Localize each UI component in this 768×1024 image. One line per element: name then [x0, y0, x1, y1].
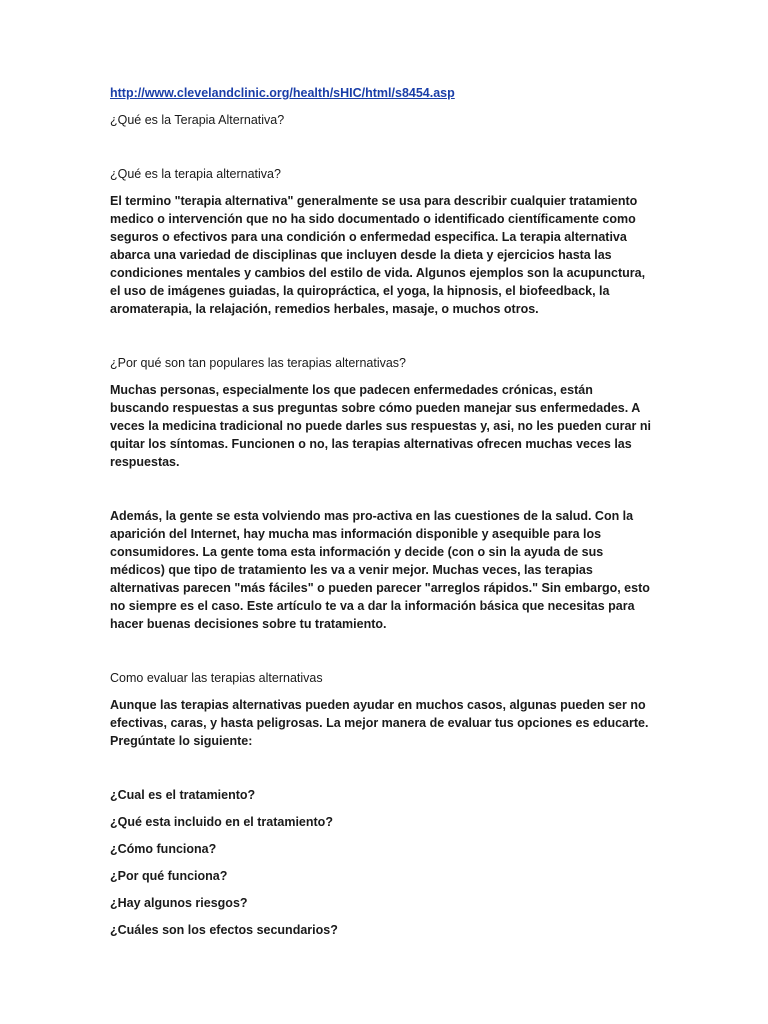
- question-item: ¿Qué esta incluido en el tratamiento?: [110, 815, 333, 829]
- section3-heading: Como evaluar las terapias alternativas: [110, 671, 323, 685]
- question-item: ¿Cual es el tratamiento?: [110, 788, 256, 802]
- question-item: ¿Por qué funciona?: [110, 869, 228, 883]
- section2-heading: ¿Por qué son tan populares las terapias alternativas?: [110, 356, 407, 370]
- section2-body1: Muchas personas, especialmente los que padecen enfermedades crónicas, están buscando respuestas a sus preguntas sobre cómo pueden manejar sus enfermedades. A veces la medicina tradicional no puede darles sus respuestas y, asi, no les pueden curar ni quitar los síntomas. Funcionen o no, las terapias alternativas ofrecen muchas veces las respuestas.: [110, 383, 651, 469]
- question-item: ¿Cuáles son los efectos secundarios?: [110, 923, 338, 937]
- question-item: ¿Hay algunos riesgos?: [110, 896, 248, 910]
- source-link[interactable]: http://www.clevelandclinic.org/health/sHIC/html/s8454.asp: [110, 86, 455, 100]
- section2-body2: Además, la gente se esta volviendo mas pro-activa en las cuestiones de la salud. Con la aparición del Internet, hay mucha mas información disponible y asequible para los consumidores. La gente toma esta información y decide (con o sin la ayuda de sus médicos) que tipo de tratamiento les va a venir mejor. Muchas veces, las terapias alternativas parecen "más fáciles" o pueden parecer "arreglos rápidos." Sin embargo, esto no siempre es el caso. Este artículo te va a dar la información básica que necesitas para hacer buenas decisiones sobre tu tratamiento.: [110, 509, 650, 631]
- section1-heading: ¿Qué es la terapia alternativa?: [110, 167, 281, 181]
- document-content: [110, 84, 655, 948]
- main-title: ¿Qué es la Terapia Alternativa?: [110, 113, 285, 127]
- section1-body: El termino "terapia alternativa" generalmente se usa para describir cualquier tratamiento medico o intervención que no ha sido documentado o identificado científicamente como seguros o efectivos para una condición o enfermedad especifica. La terapia alternativa abarca una variedad de disciplinas que incluyen desde la dieta y ejercicios hasta las condiciones mentales y cambios del estilo de vida. Algunos ejemplos son la acupunctura, el uso de imágenes guiadas, la quiropráctica, el yoga, la hipnosis, el biofeedback, la aromaterapia, la relajación, remedios herbales, masaje, o muchos otros.: [110, 194, 646, 316]
- question-item: ¿Cómo funciona?: [110, 842, 217, 856]
- section3-body: Aunque las terapias alternativas pueden ayudar en muchos casos, algunas pueden ser no efectivas, caras, y hasta peligrosas. La mejor manera de evaluar tus opciones es educarte. Pregúntate lo siguiente:: [110, 698, 649, 748]
- question-list: [110, 786, 655, 939]
